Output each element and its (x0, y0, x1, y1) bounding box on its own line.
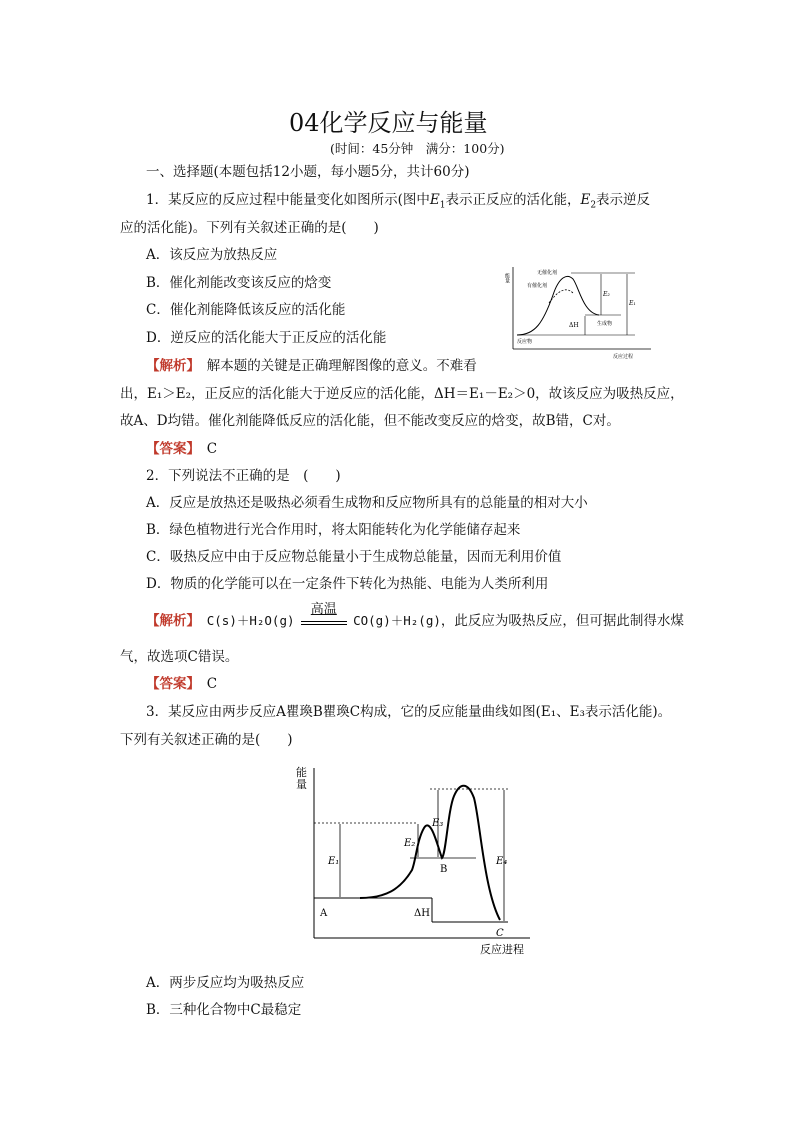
q2-option-a: A．反应是放热还是吸热必须看生成物和反应物所具有的总能量的相对大小 (146, 495, 588, 511)
q3-stem-line2: 下列有关叙述正确的是( ) (120, 732, 293, 748)
q1-option-d: D．逆反应的活化能大于正反应的活化能 (146, 330, 387, 346)
section-heading: 一、选择题(本题包括12小题，每小题5分，共计60分) (146, 164, 470, 180)
page-title: 04化学反应与能量 (289, 109, 488, 137)
q3-energy-curve (360, 786, 500, 920)
q1-xlabel: 反应过程 (613, 354, 634, 360)
q3-label-c: C (496, 928, 504, 939)
q1-option-c: C．催化剂能降低该反应的活化能 (146, 302, 346, 318)
q2-answer: 【答案】 C (146, 676, 218, 692)
q3-xlabel: 反应进程 (480, 943, 524, 956)
q1-energy-diagram (505, 263, 655, 361)
q1-stem-line1: 1．某反应的反应过程中能量变化如图所示(图中$E_1$表示正反应的活化能，$E_2$表示逆反 (146, 192, 651, 211)
q2-analysis-line2: 气，故选项C错误。 (120, 649, 239, 665)
q1-option-b: B．催化剂能改变该反应的焓变 (146, 275, 332, 291)
q3-label-b: B (440, 864, 448, 875)
q1-answer: 【答案】 C (146, 441, 218, 457)
q2-equation-condition: 高温 (301, 613, 347, 625)
q3-ylabel-2: 量 (296, 778, 307, 791)
q3-energy-diagram (290, 760, 540, 960)
q1-analysis-line1: 【解析】 解本题的关键是正确理解图像的意义。不难看 (146, 358, 477, 374)
q1-label-reactant: 反应物 (517, 339, 533, 345)
q1-label-e2: E₂ (603, 291, 610, 298)
q1-label-product: 生成物 (597, 321, 613, 327)
q3-ylabel-1: 能 (296, 766, 307, 779)
q3-label-e4: E₄ (496, 856, 508, 867)
q3-stem-line1: 3．某反应由两步反应A瞿瑍B瞿瑍C构成，它的反应能量曲线如图(E₁、E₃表示活化能)。 (146, 704, 672, 720)
q1-label-no-catalyst: 无催化剂 (537, 270, 558, 276)
page-subtitle: (时间：45分钟 满分：100分) (330, 141, 505, 156)
q2-option-c: C．吸热反应中由于反应物总能量小于生成物总能量，因而无利用价值 (146, 549, 562, 565)
q1-label-dh: ΔH (569, 322, 579, 329)
q2-option-b: B．绿色植物进行光合作用时，将太阳能转化为化学能储存起来 (146, 522, 521, 538)
q3-label-e1: E₁ (328, 856, 340, 867)
q3-option-a: A．两步反应均为吸热反应 (146, 975, 305, 991)
q3-label-dh: ΔH (414, 908, 430, 919)
q1-label-e1: E₁ (629, 300, 636, 307)
q2-stem: 2．下列说法不正确的是 ( ) (146, 468, 341, 484)
q3-label-e2: E₂ (404, 838, 416, 849)
q1-option-a: A．该反应为放热反应 (146, 247, 278, 263)
q1-stem-line2: 应的活化能)。下列有关叙述正确的是( ) (120, 220, 379, 236)
q2-option-d: D．物质的化学能可以在一定条件下转化为热能、电能为人类所利用 (146, 576, 549, 592)
q3-option-b: B．三种化合物中C最稳定 (146, 1002, 302, 1018)
q3-label-a: A (320, 908, 328, 919)
q1-label-catalyst: 有催化剂 (527, 283, 548, 289)
q1-analysis-line2: 出，E₁＞E₂，正反应的活化能大于逆反应的活化能，ΔH＝E₁－E₂＞0，故该反应为吸热反应， (120, 386, 684, 402)
q1-ylabel: 能量 (504, 273, 510, 283)
q2-analysis-line1: 【解析】 C(s)＋H₂O(g) 高温 CO(g)＋H₂(g)，此反应为吸热反应，但可据此制得水煤 (146, 602, 684, 629)
q3-label-e3: E₃ (432, 818, 444, 829)
q1-analysis-line3: 故A、D均错。催化剂能降低反应的活化能，但不能改变反应的焓变，故B错，C对。 (120, 413, 620, 429)
